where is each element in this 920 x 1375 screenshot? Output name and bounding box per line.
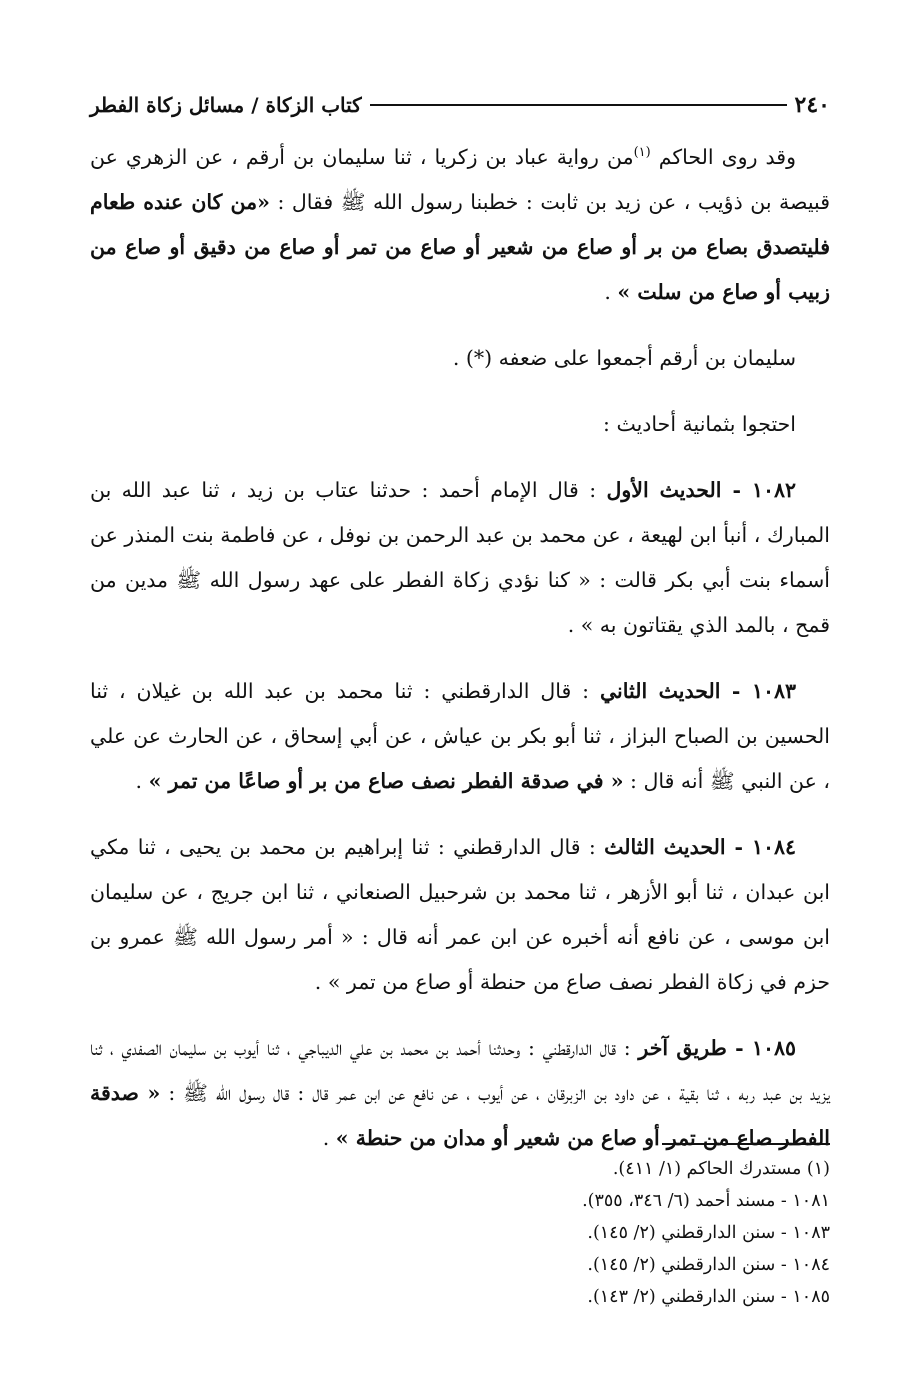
footnote-marker: (١) <box>633 145 651 161</box>
hadith-number: ١٠٨٥ - طريق آخر <box>638 1036 796 1060</box>
intro-text: من رواية عباد بن زكريا ، ثنا سليمان بن أرقم ، عن الزهري عن قبيصة بن ذؤيب ، عن زيد بن ثابت : خطبنا رسول الله ﷺ فقال : <box>90 145 830 214</box>
page-number: ٢٤٠ <box>794 92 830 118</box>
footnote-item: ١٠٨٣ - سنن الدارقطني (٢/ ١٤٥). <box>587 1223 830 1243</box>
paragraph-hadith-1082 <box>90 468 830 648</box>
evidence-text: احتجوا بثمانية أحاديث : <box>603 412 796 436</box>
hadith-quote: « صدقة الفطر صاع من تمر أو صاع من شعير أو مدان من حنطة » <box>90 1081 830 1150</box>
hadith-text: : قال الدارقطني : ثنا محمد بن عبد الله بن غيلان ، ثنا الحسين بن الصباح البزاز ، ثنا أبو بكر بن عياش ، عن أبي إسحاق ، عن الحارث عن علي ، عن النبي ﷺ أنه قال : <box>90 679 830 793</box>
hadith-text: : قال الإمام أحمد : حدثنا عتاب بن زيد ، ثنا عبد الله بن المبارك ، أنبأ ابن لهيعة ، عن محمد بن عبد الرحمن بن نوفل ، عن فاطمة بنت المنذر عن أسماء بنت أبي بكر قالت : « كنا نؤدي زكاة الفطر على عهد رسول الله ﷺ مدين من قمح ، بالمد الذي يقتاتون به » . <box>90 478 830 637</box>
book-page <box>90 80 830 1340</box>
intro-lead: وقد روى الحاكم <box>650 145 796 169</box>
footnote-item: ١٠٨٥ - سنن الدارقطني (٢/ ١٤٣). <box>587 1287 830 1307</box>
hadith-quote: « في صدقة الفطر نصف صاع من بر أو صاعًا من تمر » <box>148 769 624 793</box>
paragraph-evidence <box>90 402 830 447</box>
hadith-number: ١٠٨٢ - الحديث الأول <box>606 478 796 502</box>
hadith-end: . <box>135 769 149 793</box>
hadith-end: . <box>322 1126 336 1150</box>
footnote-separator <box>662 1143 830 1145</box>
paragraph-weakness <box>90 336 830 381</box>
hadith-quote: «من كان عنده طعام فليتصدق بصاع من بر أو صاع من شعير أو صاع من تمر أو صاع من دقيق أو صاع من زبيب أو صاع من سلت » <box>90 190 830 304</box>
footnote-item: (١) مستدرك الحاكم (١/ ٤١١). <box>612 1159 830 1179</box>
footnote-item: ١٠٨٤ - سنن الدارقطني (٢/ ١٤٥). <box>587 1255 830 1275</box>
hadith-number: ١٠٨٣ - الحديث الثاني <box>599 679 796 703</box>
hadith-text: : قال الدارقطني : ثنا إبراهيم بن محمد بن يحيى ، ثنا مكي ابن عبدان ، ثنا أبو الأزهر ، ثنا محمد بن شرحبيل الصنعاني ، ثنا ابن جريج ، عن سليمان ابن موسى ، عن نافع أنه أخبره عن ابن عمر أنه قال : « أمر رسول الله ﷺ عمرو بن حزم في زكاة الفطر نصف صاع من حنطة أو صاع من تمر » . <box>90 835 830 994</box>
footnotes <box>90 1153 830 1313</box>
paragraph-hadith-1083 <box>90 669 830 804</box>
intro-end: . <box>604 280 618 304</box>
page-header <box>90 88 830 122</box>
weakness-text: سليمان بن أرقم أجمعوا على ضعفه (*) . <box>452 346 796 370</box>
paragraph-hadith-1085 <box>90 1026 830 1161</box>
hadith-text: : قال الدارقطني : وحدثنا أحمد بن محمد بن علي الديباجي ، ثنا أيوب بن سليمان الصفدي ، ثنا يزيد بن عبد ربه ، ثنا بقية ، عن داود بن الزبرقان ، عن أيوب ، عن نافع عن ابن عمر قال : قال رسول الله ﷺ : <box>90 1036 830 1105</box>
page-body <box>90 135 830 1182</box>
header-rule <box>370 104 787 106</box>
footnote-item: ١٠٨١ - مسند أحمد (٦/ ٣٤٦، ٣٥٥). <box>582 1191 830 1211</box>
hadith-number: ١٠٨٤ - الحديث الثالث <box>604 835 796 859</box>
running-title: كتاب الزكاة / مسائل زكاة الفطر <box>90 93 362 117</box>
paragraph-intro <box>90 135 830 315</box>
paragraph-hadith-1084 <box>90 825 830 1005</box>
